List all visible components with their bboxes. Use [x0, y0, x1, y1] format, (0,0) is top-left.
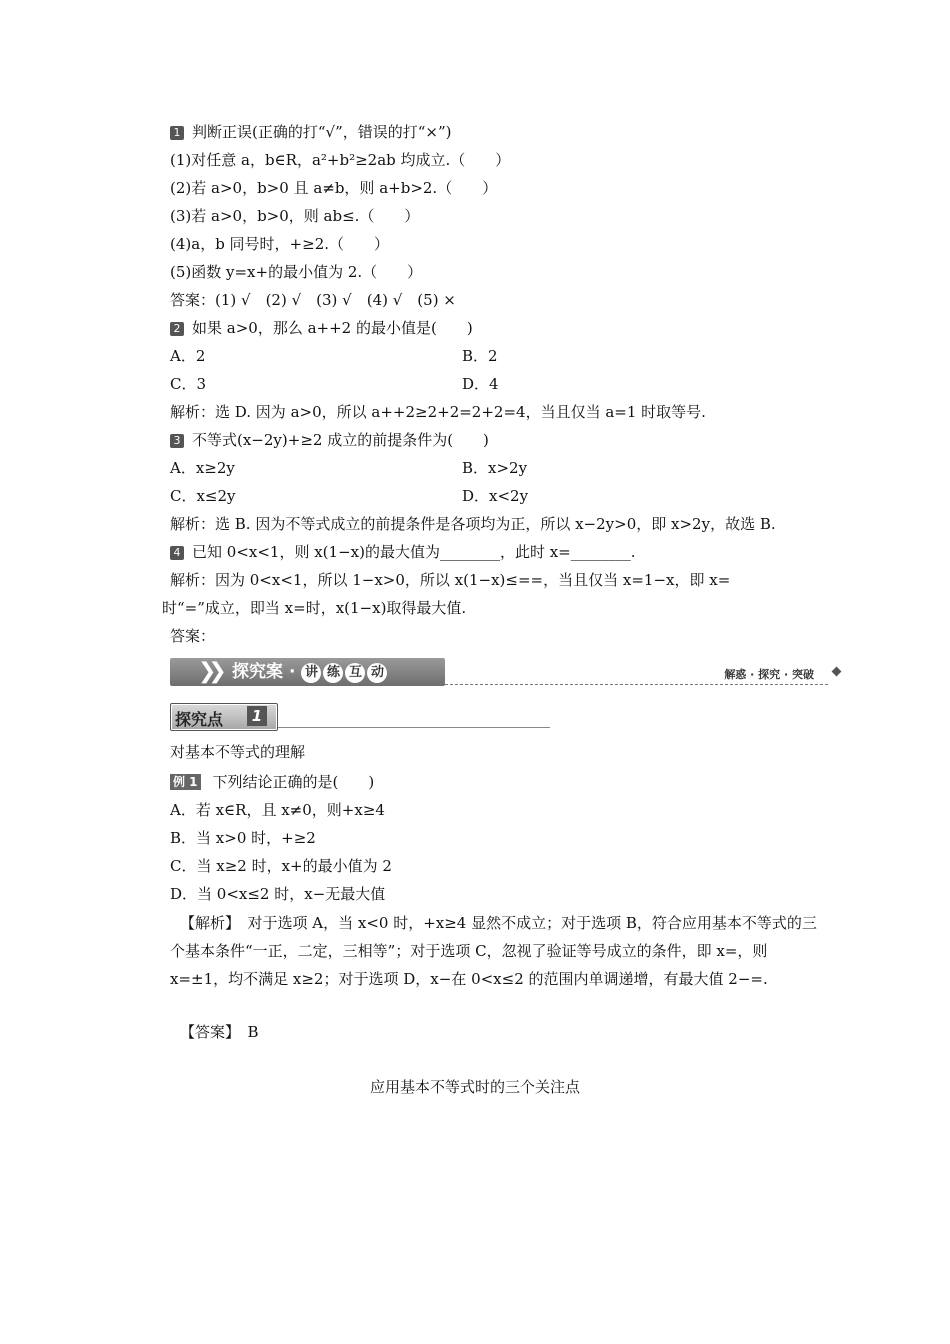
- banner-sub-char-4: 动: [367, 663, 387, 683]
- example-option-a: A．若 x∈R，且 x≠0，则+x≥4: [170, 801, 385, 819]
- banner-title-group: 探究案 · 讲 练 互 动: [232, 661, 387, 683]
- q2-number-badge: 2: [170, 322, 184, 336]
- q2-option-d: D．4: [462, 375, 499, 393]
- banner-bar: [170, 658, 445, 686]
- q2-heading: [170, 318, 473, 338]
- banner-sub-char-2: 练: [323, 663, 343, 683]
- example-option-d: D．当 0<x≤2 时，x−无最大值: [170, 885, 386, 903]
- q1-item-2: (2)若 a>0，b>0 且 a≠b，则 a+b>2.（ ）: [170, 179, 498, 197]
- exploration-point-text: 探究点: [175, 710, 224, 729]
- example-option-c: C．当 x≥2 时，x+的最小值为 2: [170, 857, 392, 875]
- banner-right-text: 解惑 · 探究 · 突破: [724, 668, 814, 681]
- q4-analysis-line-2: 时“=”成立，即当 x=时，x(1−x)取得最大值.: [162, 599, 467, 617]
- q1-item-5: (5)函数 y=x+的最小值为 2.（ ）: [170, 263, 423, 281]
- q3-stem: 不等式(x−2y)+≥2 成立的前提条件为( ): [192, 431, 489, 449]
- q1-item-3: (3)若 a>0，b>0，则 ab≤.（ ）: [170, 207, 420, 225]
- q3-option-a: A．x≥2y: [170, 459, 235, 477]
- q3-option-c: C．x≤2y: [170, 487, 236, 505]
- exploration-point-number: 1: [247, 706, 267, 726]
- q1-title: 判断正误(正确的打“√”，错误的打“×”): [192, 123, 452, 141]
- exploration-point-label: [170, 703, 278, 731]
- banner-title: 探究案: [232, 662, 283, 682]
- example-analysis: 【解析】 对于选项 A，当 x<0 时，+x≥4 显然不成立；对于选项 B，符合应用基本不等式的三个基本条件“一正，二定，三相等”；对于选项 C，忽视了验证等号成立的条件，即 x=，则 x=±1，均不满足 x≥2；对于选项 D，x−在 0<x≤2 的范围内单调递增，有最大值 2−=.: [170, 914, 817, 988]
- summary-title: 应用基本不等式时的三个关注点: [369, 1078, 580, 1096]
- chevron-double-icon: ❯❯: [198, 659, 219, 684]
- banner-sub-char-3: 互: [345, 663, 365, 683]
- q3-option-b: B．x>2y: [462, 459, 528, 477]
- q3-number-badge: 3: [170, 434, 184, 448]
- banner-dashed-rule: [445, 684, 828, 685]
- q2-option-a: A．2: [170, 347, 206, 365]
- q1-item-4: (4)a，b 同号时，+≥2.（ ）: [170, 235, 390, 253]
- q4-number-badge: 4: [170, 546, 184, 560]
- example-heading: [170, 772, 374, 792]
- q4-analysis-line-1: 解析：因为 0<x<1，所以 1−x>0，所以 x(1−x)≤==，当且仅当 x=1−x，即 x=: [170, 571, 731, 589]
- q4-stem: 已知 0<x<1，则 x(1−x)的最大值为________，此时 x=________.: [192, 543, 636, 561]
- q3-option-d: D．x<2y: [462, 487, 529, 505]
- q4-answer: 答案：: [170, 627, 216, 645]
- section-banner: [170, 658, 840, 688]
- q2-option-c: C．3: [170, 375, 207, 393]
- example-badge: 例 1: [170, 774, 201, 790]
- q3-heading: [170, 430, 489, 450]
- example-answer: 【答案】 B: [180, 1023, 259, 1041]
- q2-stem: 如果 a>0，那么 a++2 的最小值是( ): [192, 319, 473, 337]
- banner-subtitle: [301, 663, 387, 683]
- q3-analysis: 解析：选 B. 因为不等式成立的前提条件是各项均为正，所以 x−2y>0，即 x>2y，故选 B.: [170, 515, 776, 533]
- example-stem: 下列结论正确的是( ): [212, 773, 375, 791]
- diamond-icon: [832, 667, 842, 677]
- q1-item-1: (1)对任意 a，b∈R，a²+b²≥2ab 均成立.（ ）: [170, 151, 511, 169]
- q2-option-b: B．2: [462, 347, 498, 365]
- q4-heading: [170, 542, 636, 562]
- q1-answer: 答案：(1) √ (2) √ (3) √ (4) √ (5) ×: [170, 291, 456, 309]
- example-option-b: B．当 x>0 时，+≥2: [170, 829, 316, 847]
- q1-number-badge: 1: [170, 126, 184, 140]
- exploration-point-rule: [278, 727, 550, 728]
- q1-heading: [170, 122, 452, 142]
- q2-analysis: 解析：选 D. 因为 a>0，所以 a++2≥2+2=2+2=4，当且仅当 a=1 时取等号.: [170, 403, 706, 421]
- section-title: 对基本不等式的理解: [170, 743, 306, 761]
- banner-sub-char-1: 讲: [301, 663, 321, 683]
